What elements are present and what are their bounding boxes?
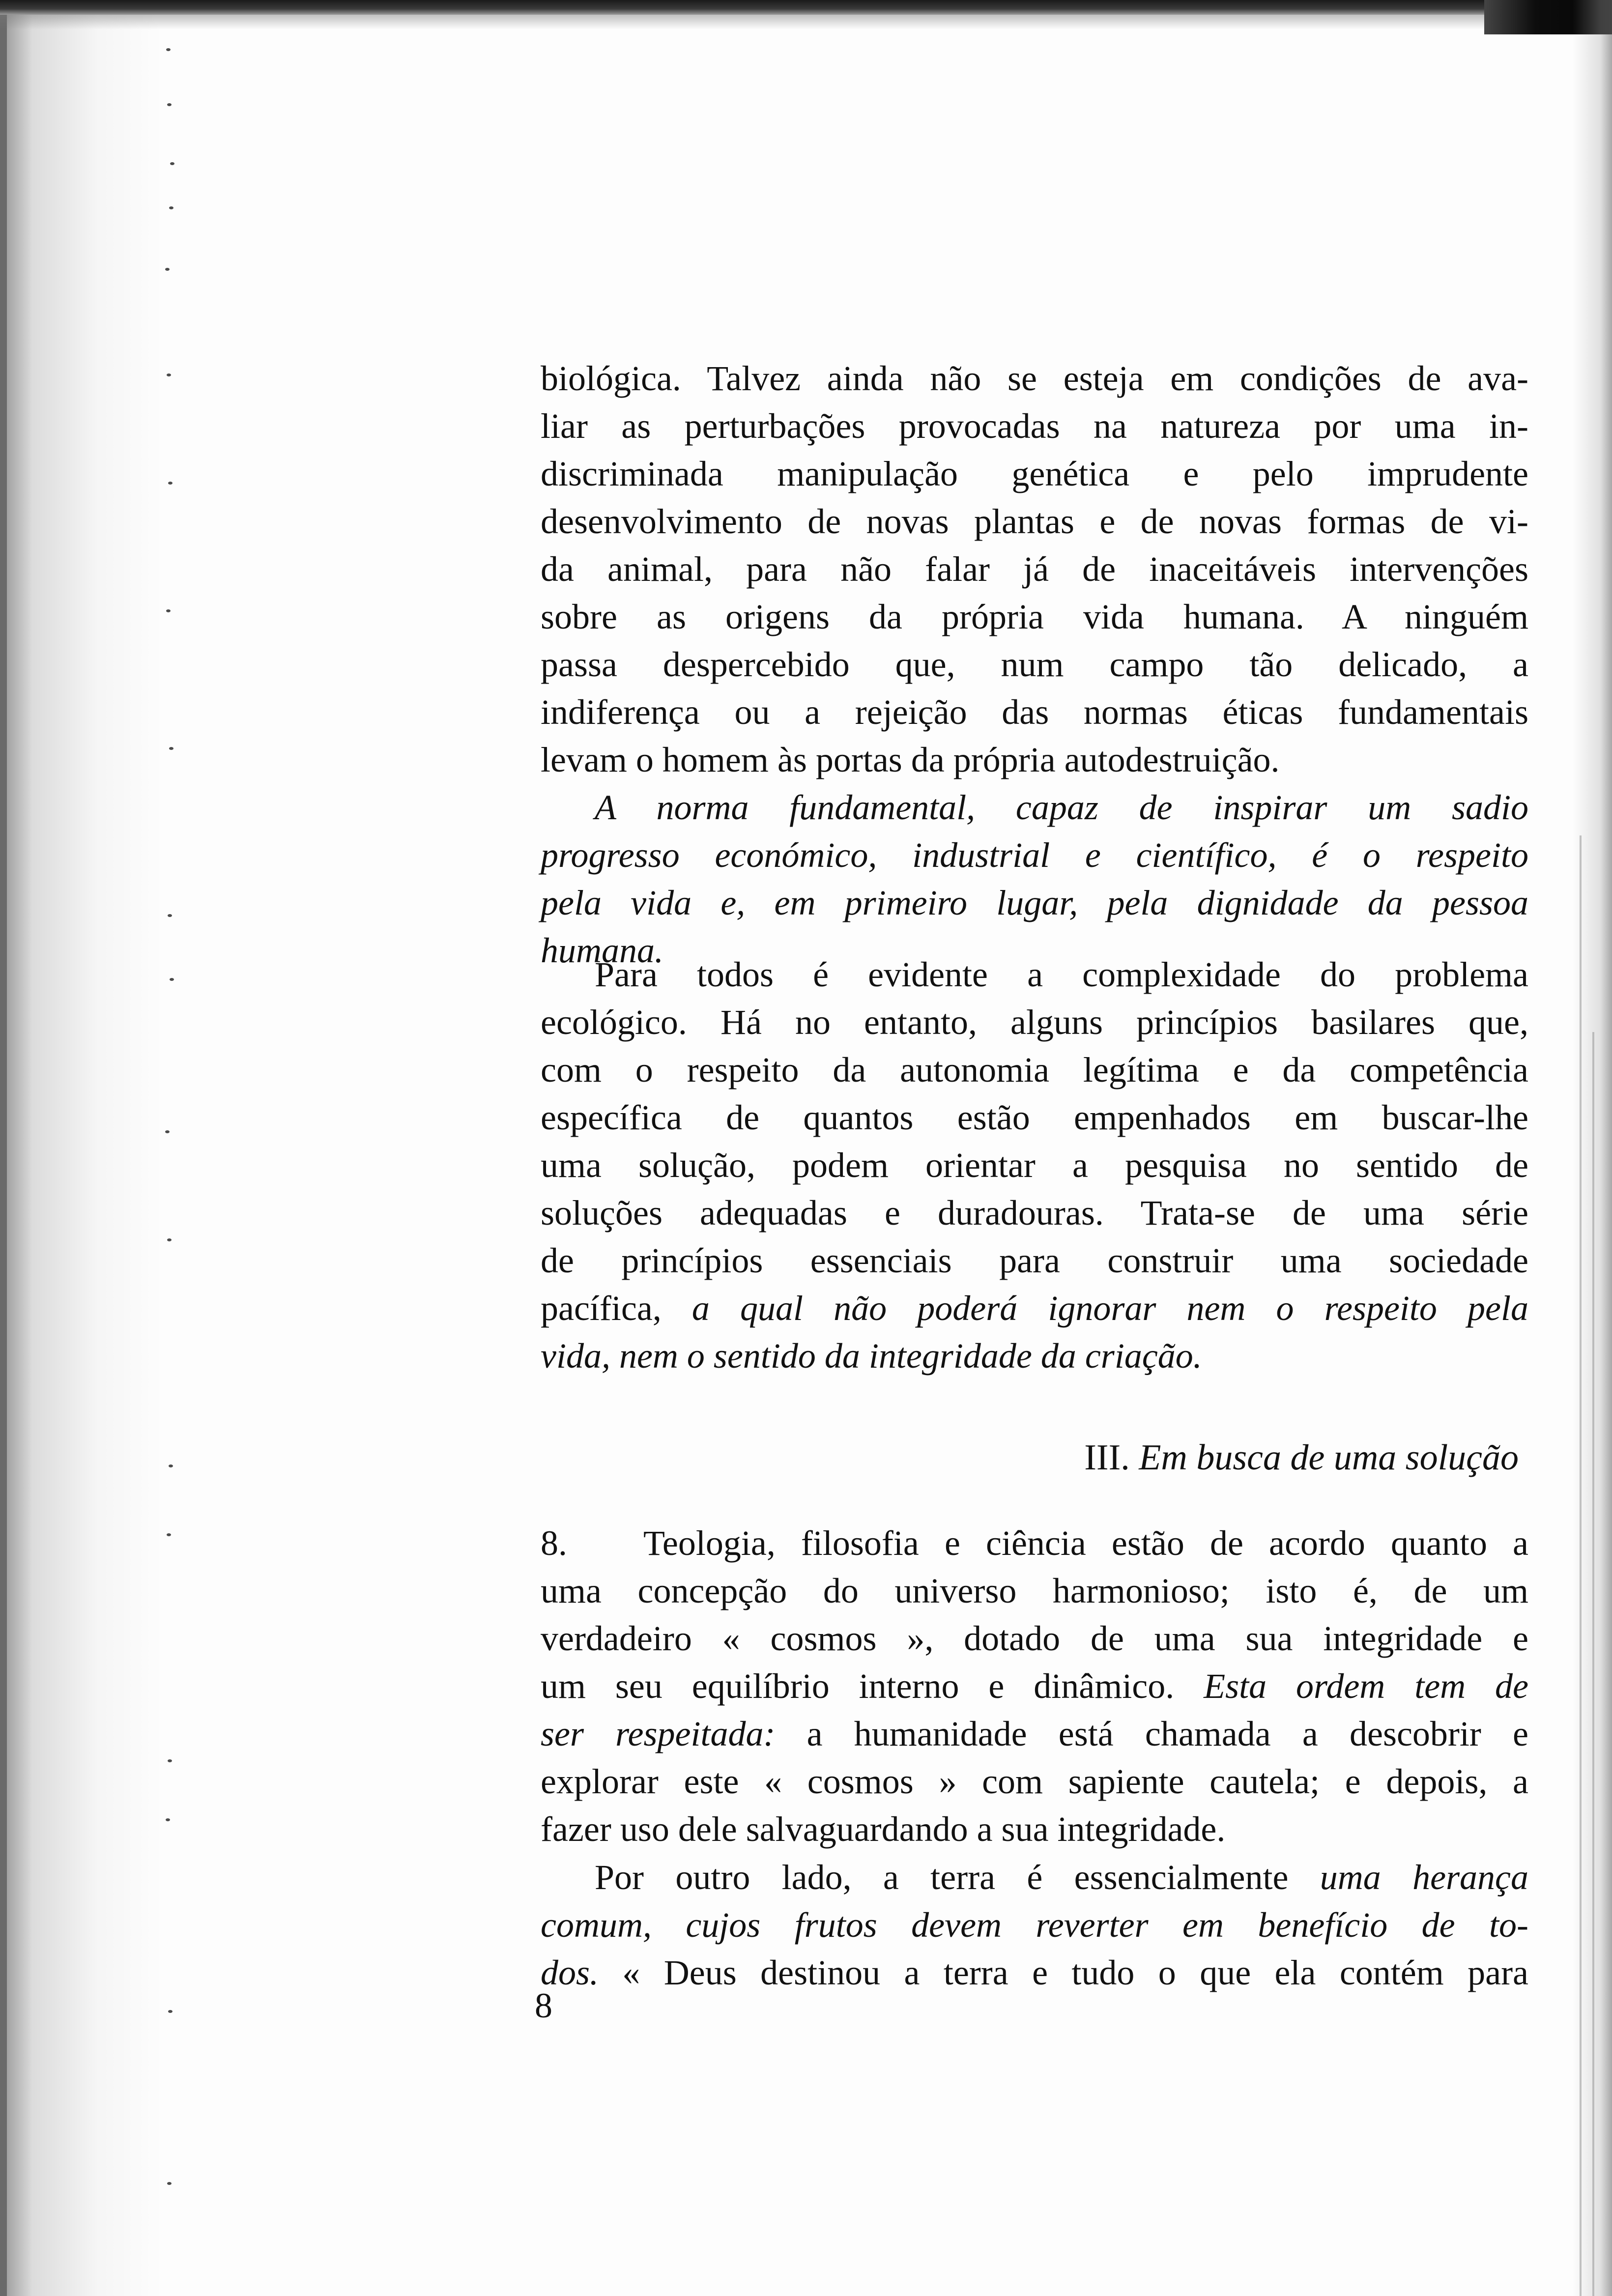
text-line: explorar este « cosmos » com sapiente cautela; e depois, a [541, 1762, 1528, 1801]
scan-speck [166, 1818, 170, 1821]
text-line: verdadeiro « cosmos », dotado de uma sua integridade e [541, 1619, 1528, 1658]
scan-speck [169, 206, 173, 209]
scan-speck [167, 1533, 171, 1536]
scan-speck [167, 1238, 172, 1241]
scan-speck [168, 482, 173, 485]
text-line: discriminada manipulação genética e pelo imprudente [541, 454, 1528, 493]
text-line: específica de quantos estão empenhados em buscar-lhe [541, 1098, 1528, 1137]
scan-speck [167, 103, 172, 106]
scan-speck [170, 162, 174, 165]
text-segment: Por outro lado, a terra é essencialmente [595, 1858, 1289, 1897]
scan-speck [167, 2182, 172, 2185]
right-edge-line [1580, 835, 1582, 2296]
paragraph-norma-fundamental [541, 784, 1528, 975]
italic-segment: ser respeitada: [541, 1714, 776, 1753]
paragraph-biologica [541, 355, 1528, 784]
text-line: indiferença ou a rejeição das normas éticas fundamentais [541, 692, 1528, 732]
top-scan-edge-fade [0, 15, 1612, 29]
paragraph-terra [541, 1854, 1528, 1997]
scan-speck [169, 1464, 173, 1467]
right-edge-line [1592, 1032, 1594, 2296]
text-segment: pacífica, [541, 1289, 662, 1328]
scan-speck [168, 914, 172, 917]
text-line: vida, nem o sentido da integridade da criação. [541, 1336, 1202, 1376]
text-line: passa despercebido que, num campo tão delicado, a [541, 645, 1528, 684]
italic-segment: a qual não poderá ignorar nem o respeito pela [691, 1289, 1528, 1328]
scan-speck [165, 268, 170, 271]
text-line: progresso económico, industrial e científico, é o respeito [541, 835, 1528, 875]
text-line: fazer uso dele salvaguardando a sua integridade. [541, 1809, 1226, 1849]
text-line: 8. Teologia, filosofia e ciência estão de acordo quanto a [541, 1523, 1528, 1563]
scan-speck [168, 1759, 172, 1762]
page-number: 8 [535, 1986, 552, 2025]
scan-speck [165, 1130, 170, 1133]
paragraph-problema-ecologico [541, 951, 1528, 1380]
text-line: uma solução, podem orientar a pesquisa no sentido de [541, 1146, 1528, 1185]
top-scan-edge [0, 0, 1612, 15]
italic-segment: dos. [541, 1953, 599, 1992]
section-title: Em busca de uma solução [1139, 1437, 1519, 1478]
paragraph-8 [541, 1520, 1528, 1853]
binding-shadow [0, 0, 162, 2296]
scan-speck [166, 609, 171, 612]
text-line [541, 1710, 1528, 1758]
text-line: com o respeito da autonomia legítima e da competência [541, 1050, 1528, 1090]
text-line: de princípios essenciais para construir uma sociedade [541, 1241, 1528, 1280]
text-line: A norma fundamental, capaz de inspirar um sadio [595, 788, 1528, 827]
text-line: Para todos é evidente a complexidade do problema [595, 955, 1528, 994]
text-line: humana. [541, 931, 663, 970]
text-line: soluções adequadas e duradouras. Trata-se de uma série [541, 1193, 1528, 1233]
text-segment: um seu equilíbrio interno e dinâmico. [541, 1666, 1175, 1706]
text-segment: « Deus destinou a terra e tudo o que ela contém para [622, 1953, 1529, 1992]
text-line [541, 1949, 1528, 1997]
text-line: comum, cujos frutos devem reverter em benefício de to- [541, 1905, 1528, 1945]
scan-speck [170, 978, 174, 981]
italic-segment: Esta ordem tem de [1204, 1666, 1528, 1706]
text-line [541, 1854, 1528, 1901]
section-heading [541, 1434, 1519, 1482]
text-line: desenvolvimento de novas plantas e de novas formas de vi- [541, 502, 1528, 541]
text-line: pela vida e, em primeiro lugar, pela dignidade da pessoa [541, 883, 1528, 922]
text-line: levam o homem às portas da própria autodestruição. [541, 740, 1280, 779]
scan-speck [168, 2010, 173, 2013]
text-line [541, 1285, 1528, 1332]
binding-edge [0, 0, 7, 2296]
italic-segment: uma herança [1320, 1858, 1529, 1897]
text-line: uma concepção do universo harmonioso; isto é, de um [541, 1571, 1528, 1610]
text-line: sobre as origens da própria vida humana. A ninguém [541, 597, 1528, 636]
text-line [541, 1663, 1528, 1710]
text-line: da animal, para não falar já de inaceitáveis intervenções [541, 549, 1528, 589]
text-segment: a humanidade está chamada a descobrir e [806, 1714, 1529, 1753]
scan-speck [167, 373, 171, 376]
scan-speck [169, 747, 173, 750]
text-line: ecológico. Há no entanto, alguns princípios basilares que, [541, 1003, 1528, 1042]
text-line: liar as perturbações provocadas na natureza por uma in- [541, 406, 1528, 446]
scan-speck [166, 48, 171, 51]
text-line: biológica. Talvez ainda não se esteja em condições de ava- [541, 359, 1528, 398]
section-numeral: III. [1084, 1437, 1130, 1478]
